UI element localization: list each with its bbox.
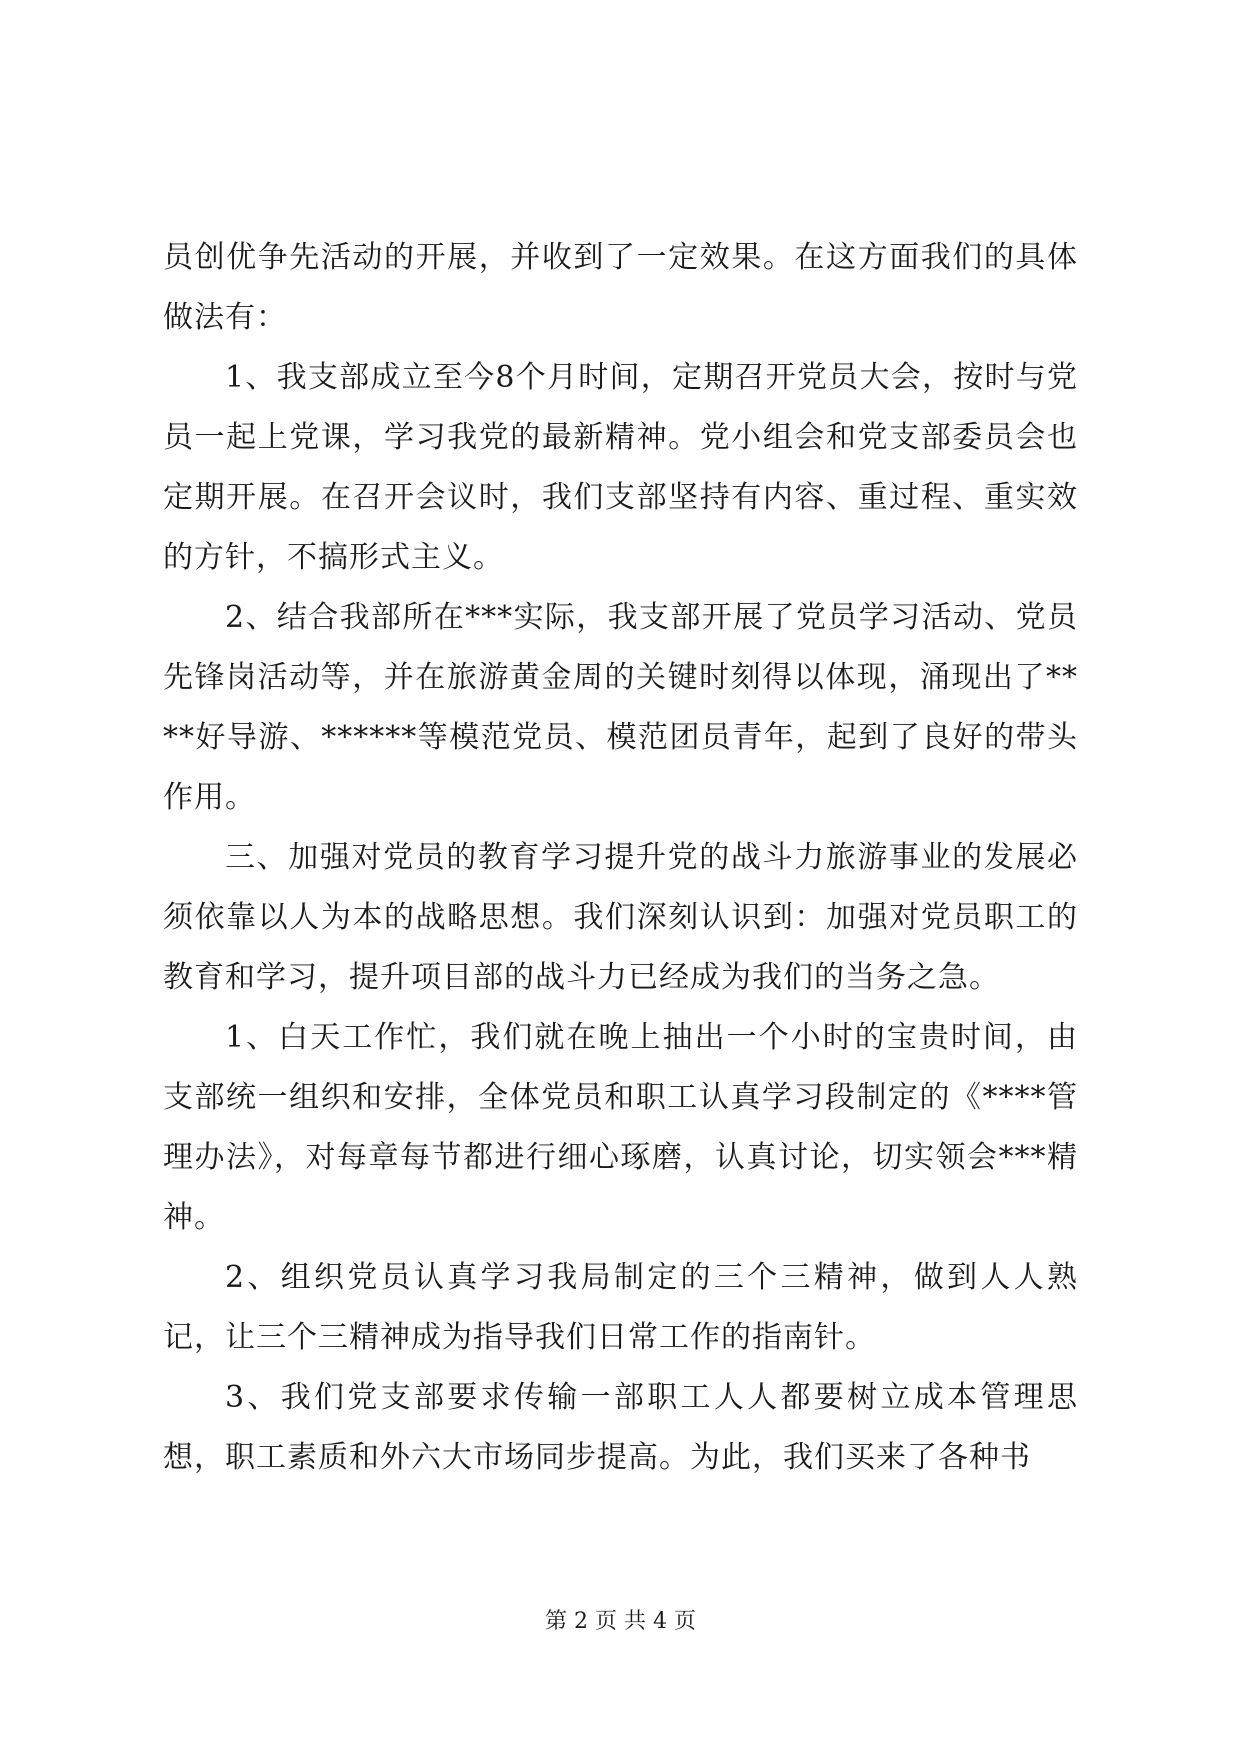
paragraph-4: 三、加强对党员的教育学习提升党的战斗力旅游事业的发展必须依靠以人为本的战略思想。我们深刻认识到：加强对党员职工的教育和学习，提升项目部的战斗力已经成为我们的当务之急。 xyxy=(163,840,1078,995)
paragraph-3: 2、结合我部所在***实际，我支部开展了党员学习活动、党员先锋岗活动等，并在旅游黄金周的关键时刻得以体现，涌现出了****好导游、******等模范党员、模范团员青年，起到了良好的带头作用。 xyxy=(163,600,1078,815)
paragraph-2: 1、我支部成立至今8个月时间，定期召开党员大会，按时与党员一起上党课，学习我党的最新精神。党小组会和党支部委员会也定期开展。在召开会议时，我们支部坚持有内容、重过程、重实效的方针，不搞形式主义。 xyxy=(163,360,1078,575)
paragraph-5: 1、白天工作忙，我们就在晚上抽出一个小时的宝贵时间，由支部统一组织和安排，全体党员和职工认真学习段制定的《****管理办法》，对每章每节都进行细心琢磨，认真讨论，切实领会***精神。 xyxy=(163,1020,1078,1235)
paragraph-1: 员创优争先活动的开展，并收到了一定效果。在这方面我们的具体做法有： xyxy=(163,240,1078,335)
document-body xyxy=(163,228,1078,1488)
page-number-footer: 第 2 页 共 4 页 xyxy=(545,1609,696,1634)
paragraph-7: 3、我们党支部要求传输一部职工人人都要树立成本管理思想，职工素质和外六大市场同步提高。为此，我们买来了各种书 xyxy=(163,1380,1078,1475)
paragraph-6: 2、组织党员认真学习我局制定的三个三精神，做到人人熟记，让三个三精神成为指导我们日常工作的指南针。 xyxy=(163,1260,1078,1355)
